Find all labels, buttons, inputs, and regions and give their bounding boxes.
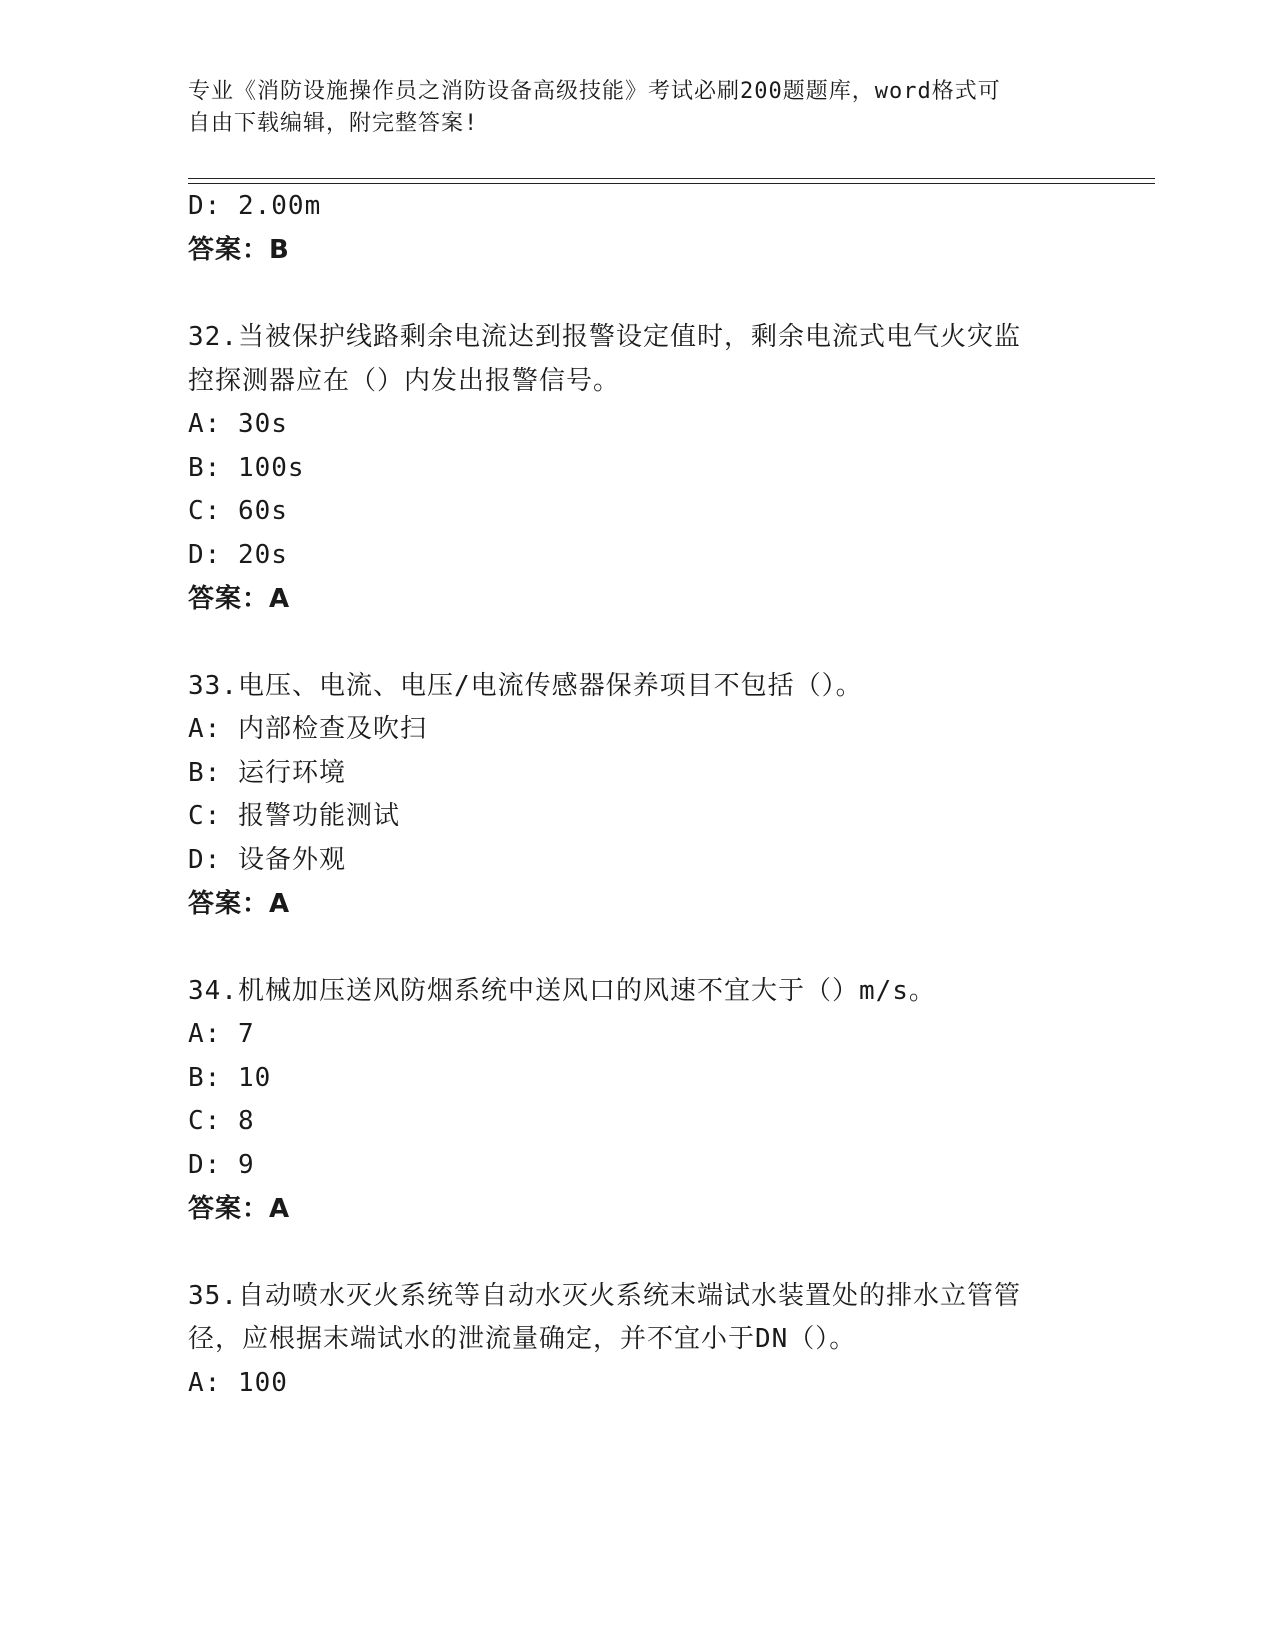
question-33-answer: 答案：A	[188, 889, 291, 919]
question-34-option-a: A: 7	[188, 1019, 255, 1049]
header-line-1: 专业《消防设施操作员之消防设备高级技能》考试必刷200题题库，word格式可	[188, 79, 1001, 104]
question-35-text: 35.自动喷水灭火系统等自动水灭火系统末端试水装置处的排水立管管	[188, 1281, 1021, 1311]
header-line-2: 自由下载编辑，附完整答案!	[188, 111, 479, 136]
question-32-text-cont: 控探测器应在（）内发出报警信号。	[188, 366, 621, 396]
question-34-answer: 答案：A	[188, 1194, 291, 1224]
question-34-option-d: D: 9	[188, 1150, 255, 1180]
question-34-option-c: C: 8	[188, 1106, 255, 1136]
question-35-option-a: A: 100	[188, 1368, 288, 1398]
header-divider-top	[188, 178, 1155, 179]
question-32-text: 32.当被保护线路剩余电流达到报警设定值时，剩余电流式电气火灾监	[188, 322, 1021, 352]
question-34-text: 34.机械加压送风防烟系统中送风口的风速不宜大于（）m/s。	[188, 976, 936, 1006]
question-32-option-a: A: 30s	[188, 409, 288, 439]
question-32-option-b: B: 100s	[188, 453, 305, 483]
question-33-option-c: C: 报警功能测试	[188, 801, 400, 831]
question-32-option-d: D: 20s	[188, 540, 288, 570]
question-34-option-b: B: 10	[188, 1063, 272, 1093]
question-33-option-b: B: 运行环境	[188, 758, 346, 788]
header-divider-bottom	[188, 183, 1155, 184]
question-33-option-d: D: 设备外观	[188, 845, 346, 875]
option-d: D: 2.00m	[188, 191, 322, 221]
answer: 答案：B	[188, 235, 290, 265]
question-32-answer: 答案：A	[188, 584, 291, 614]
question-35-text-cont: 径，应根据末端试水的泄流量确定，并不宜小于DN（）。	[188, 1324, 857, 1354]
page-header	[188, 76, 1088, 140]
question-33-text: 33.电压、电流、电压/电流传感器保养项目不包括（）。	[188, 671, 863, 701]
question-33-option-a: A: 内部检查及吹扫	[188, 714, 427, 744]
question-32-option-c: C: 60s	[188, 496, 288, 526]
